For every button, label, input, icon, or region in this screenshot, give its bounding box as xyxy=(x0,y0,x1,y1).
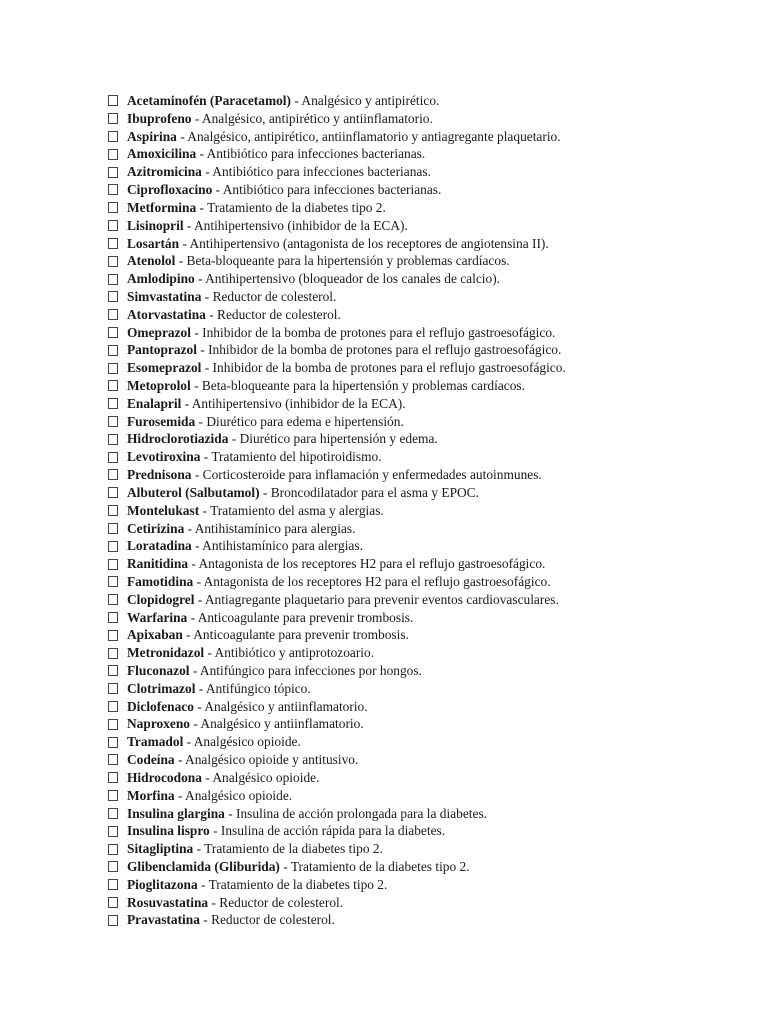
separator: - xyxy=(208,894,220,910)
list-item-text xyxy=(127,858,470,876)
separator: - xyxy=(176,128,188,144)
separator: - xyxy=(191,467,203,483)
drug-name: Amlodipino xyxy=(127,271,195,287)
drug-description: Diurético para edema e hipertensión. xyxy=(206,413,404,429)
checkbox-bullet-icon xyxy=(108,416,118,427)
separator: - xyxy=(184,520,195,536)
list-item-text xyxy=(127,751,358,769)
drug-name: Sitagliptina xyxy=(127,841,194,857)
list-item xyxy=(108,341,566,359)
list-item xyxy=(108,288,566,306)
list-item-text xyxy=(127,769,319,787)
list-item-text xyxy=(127,252,510,270)
drug-name: Aspirina xyxy=(127,128,177,144)
drug-description: Insulina de acción prolongada para la diabetes. xyxy=(236,805,488,821)
checkbox-bullet-icon xyxy=(108,487,118,498)
drug-description: Antibiótico y antiprotozoario. xyxy=(214,645,375,661)
list-item-text xyxy=(127,377,525,395)
drug-name: Prednisona xyxy=(127,467,192,483)
drug-description: Broncodilatador para el asma y EPOC. xyxy=(270,484,479,500)
drug-description: Diurético para hipertensión y edema. xyxy=(239,431,438,447)
separator: - xyxy=(183,734,194,750)
list-item-text xyxy=(127,288,336,306)
drug-description: Inhibidor de la bomba de protones para el reflujo gastroesofágico. xyxy=(202,324,556,340)
drug-description: Analgésico, antipirético y antiinflamatorio. xyxy=(201,110,433,126)
checkbox-bullet-icon xyxy=(108,915,118,926)
list-item xyxy=(108,537,566,555)
list-item-text xyxy=(127,110,433,128)
separator: - xyxy=(193,573,204,589)
drug-name: Ibuprofeno xyxy=(127,110,192,126)
separator: - xyxy=(196,342,209,358)
list-item-text xyxy=(127,555,545,573)
separator: - xyxy=(201,360,213,376)
list-item-text xyxy=(127,341,561,359)
drug-description: Tratamiento de la diabetes tipo 2. xyxy=(204,841,383,857)
drug-name: Losartán xyxy=(127,235,180,251)
checkbox-bullet-icon xyxy=(108,309,118,320)
drug-description: Reductor de colesterol. xyxy=(212,288,337,304)
drug-description: Analgésico opioide. xyxy=(212,769,320,785)
drug-description: Analgésico y antiinflamatorio. xyxy=(204,698,368,714)
checkbox-bullet-icon xyxy=(108,719,118,730)
drug-description: Tratamiento del hipotiroidismo. xyxy=(211,449,382,465)
drug-name: Pantoprazol xyxy=(127,342,197,358)
medication-list xyxy=(108,92,566,929)
drug-name: Omeprazol xyxy=(127,324,191,340)
checkbox-bullet-icon xyxy=(108,826,118,837)
separator: - xyxy=(279,858,291,874)
drug-name: Tramadol xyxy=(127,734,184,750)
drug-description: Reductor de colesterol. xyxy=(219,894,344,910)
list-item xyxy=(108,911,566,929)
separator: - xyxy=(188,556,199,572)
drug-description: Tratamiento de la diabetes tipo 2. xyxy=(290,858,470,874)
separator: - xyxy=(201,288,213,304)
drug-name: Acetaminofén (Paracetamol) xyxy=(127,93,291,108)
list-item-text xyxy=(127,92,439,110)
drug-description: Antiagregante plaquetario para prevenir eventos cardiovasculares. xyxy=(204,591,559,607)
checkbox-bullet-icon xyxy=(108,523,118,534)
separator: - xyxy=(197,876,209,892)
checkbox-bullet-icon xyxy=(108,398,118,409)
drug-name: Glibenclamida (Gliburida) xyxy=(127,858,280,874)
separator: - xyxy=(199,912,212,928)
drug-name: Lisinopril xyxy=(127,217,184,233)
list-item-text xyxy=(127,484,479,502)
separator: - xyxy=(195,680,206,696)
checkbox-bullet-icon xyxy=(108,648,118,659)
list-item-text xyxy=(127,520,355,538)
checkbox-bullet-icon xyxy=(108,274,118,285)
list-item-text xyxy=(127,306,341,324)
drug-description: Antifúngico para infecciones por hongos. xyxy=(199,663,422,678)
drug-description: Antihipertensivo (inhibidor de la ECA). xyxy=(193,217,408,233)
list-item-text xyxy=(127,181,441,199)
drug-name: Azitromicina xyxy=(127,164,202,180)
drug-name: Warfarina xyxy=(127,609,188,625)
list-item-text xyxy=(127,573,551,591)
list-item-text xyxy=(127,876,387,894)
list-item-text xyxy=(127,395,406,413)
drug-name: Ciprofloxacino xyxy=(127,182,213,198)
list-item-text xyxy=(127,840,383,858)
separator: - xyxy=(201,164,213,180)
checkbox-bullet-icon xyxy=(108,363,118,374)
checkbox-bullet-icon xyxy=(108,256,118,267)
drug-description: Analgésico opioide y antitusivo. xyxy=(185,752,359,768)
drug-description: Insulina de acción rápida para la diabetes. xyxy=(220,823,446,839)
drug-name: Apixaban xyxy=(127,627,183,643)
checkbox-bullet-icon xyxy=(108,665,118,676)
drug-name: Metronidazol xyxy=(127,645,205,661)
drug-description: Antihipertensivo (inhibidor de la ECA). xyxy=(191,395,406,411)
drug-name: Rosuvastatina xyxy=(127,894,209,910)
checkbox-bullet-icon xyxy=(108,220,118,231)
checkbox-bullet-icon xyxy=(108,737,118,748)
checkbox-bullet-icon xyxy=(108,149,118,160)
list-item xyxy=(108,591,566,609)
drug-description: Tratamiento de la diabetes tipo 2. xyxy=(208,876,388,892)
drug-name: Diclofenaco xyxy=(127,698,194,714)
list-item xyxy=(108,395,566,413)
separator: - xyxy=(194,591,205,607)
checkbox-bullet-icon xyxy=(108,345,118,356)
drug-description: Analgésico y antiinflamatorio. xyxy=(200,716,364,732)
separator: - xyxy=(181,395,192,411)
checkbox-bullet-icon xyxy=(108,754,118,765)
checkbox-bullet-icon xyxy=(108,238,118,249)
list-item xyxy=(108,502,566,520)
separator: - xyxy=(205,306,218,322)
checkbox-bullet-icon xyxy=(108,452,118,463)
separator: - xyxy=(212,182,223,198)
checkbox-bullet-icon xyxy=(108,630,118,641)
drug-name: Albuterol (Salbutamol) xyxy=(127,484,260,500)
checkbox-bullet-icon xyxy=(108,879,118,890)
list-item-text xyxy=(127,626,409,644)
checkbox-bullet-icon xyxy=(108,167,118,178)
separator: - xyxy=(194,271,206,287)
drug-name: Loratadina xyxy=(127,538,192,554)
drug-description: Antifúngico tópico. xyxy=(205,680,311,696)
list-item-text xyxy=(127,591,559,609)
list-item-text xyxy=(127,698,368,716)
drug-description: Inhibidor de la bomba de protones para el reflujo gastroesofágico. xyxy=(212,360,566,376)
separator: - xyxy=(259,484,271,500)
list-item xyxy=(108,520,566,538)
drug-description: Antibiótico para infecciones bacterianas. xyxy=(206,146,426,162)
list-item xyxy=(108,235,566,253)
list-item-text xyxy=(127,413,404,431)
drug-name: Insulina glargina xyxy=(127,805,225,821)
list-item xyxy=(108,413,566,431)
list-item-text xyxy=(127,822,445,840)
drug-name: Pioglitazona xyxy=(127,876,198,892)
checkbox-bullet-icon xyxy=(108,790,118,801)
checkbox-bullet-icon xyxy=(108,202,118,213)
separator: - xyxy=(187,609,198,625)
checkbox-bullet-icon xyxy=(108,327,118,338)
list-item-text xyxy=(127,466,542,484)
drug-name: Esomeprazol xyxy=(127,360,202,376)
checkbox-bullet-icon xyxy=(108,772,118,783)
list-item xyxy=(108,448,566,466)
list-item xyxy=(108,217,566,235)
list-item-text xyxy=(127,502,384,520)
list-item xyxy=(108,894,566,912)
separator: - xyxy=(209,823,221,839)
list-item-text xyxy=(127,644,374,662)
list-item xyxy=(108,698,566,716)
drug-description: Tratamiento de la diabetes tipo 2. xyxy=(207,199,386,215)
list-item xyxy=(108,644,566,662)
list-item-text xyxy=(127,270,500,288)
separator: - xyxy=(200,449,212,465)
drug-description: Antagonista de los receptores H2 para el reflujo gastroesofágico. xyxy=(203,573,551,589)
drug-description: Antihipertensivo (antagonista de los receptores de angiotensina II). xyxy=(189,235,549,251)
list-item xyxy=(108,359,566,377)
list-item xyxy=(108,662,566,680)
drug-name: Fluconazol xyxy=(127,663,190,678)
checkbox-bullet-icon xyxy=(108,95,118,106)
drug-name: Metformina xyxy=(127,199,197,215)
separator: - xyxy=(193,698,205,714)
checkbox-bullet-icon xyxy=(108,612,118,623)
list-item xyxy=(108,876,566,894)
drug-name: Ranitidina xyxy=(127,556,189,572)
drug-description: Antihistamínico para alergias. xyxy=(202,538,363,554)
list-item-text xyxy=(127,609,413,627)
separator: - xyxy=(199,502,211,518)
list-item-text xyxy=(127,733,301,751)
checkbox-bullet-icon xyxy=(108,808,118,819)
checkbox-bullet-icon xyxy=(108,434,118,445)
list-item xyxy=(108,128,566,146)
list-item-text xyxy=(127,448,382,466)
drug-description: Antihipertensivo (bloqueador de los canales de calcio). xyxy=(205,271,501,287)
drug-name: Insulina lispro xyxy=(127,823,210,839)
separator: - xyxy=(174,787,186,803)
separator: - xyxy=(191,538,203,554)
drug-name: Famotidina xyxy=(127,573,194,589)
separator: - xyxy=(175,253,187,269)
drug-description: Analgésico opioide. xyxy=(193,734,301,750)
list-item xyxy=(108,626,566,644)
separator: - xyxy=(174,752,186,768)
list-item xyxy=(108,769,566,787)
separator: - xyxy=(204,645,215,661)
list-item-text xyxy=(127,145,425,163)
list-item xyxy=(108,252,566,270)
separator: - xyxy=(182,627,194,643)
drug-description: Anticoagulante para prevenir trombosis. xyxy=(193,627,409,643)
drug-description: Antibiótico para infecciones bacterianas. xyxy=(212,164,431,180)
list-item xyxy=(108,145,566,163)
list-item xyxy=(108,163,566,181)
list-item-text xyxy=(127,805,487,823)
drug-name: Clotrimazol xyxy=(127,680,196,696)
list-item xyxy=(108,822,566,840)
checkbox-bullet-icon xyxy=(108,683,118,694)
list-item xyxy=(108,573,566,591)
list-item xyxy=(108,92,566,110)
separator: - xyxy=(201,769,213,785)
separator: - xyxy=(193,841,205,857)
drug-name: Hidrocodona xyxy=(127,769,202,785)
checkbox-bullet-icon xyxy=(108,469,118,480)
list-item-text xyxy=(127,163,431,181)
list-item xyxy=(108,680,566,698)
separator: - xyxy=(190,716,201,732)
list-item xyxy=(108,110,566,128)
drug-name: Codeína xyxy=(127,752,175,768)
separator: - xyxy=(189,663,200,678)
drug-description: Anticoagulante para prevenir trombosis. xyxy=(197,609,414,625)
drug-name: Enalapril xyxy=(127,395,182,411)
separator: - xyxy=(196,199,208,215)
separator: - xyxy=(290,93,302,108)
checkbox-bullet-icon xyxy=(108,291,118,302)
drug-description: Analgésico, antipirético, antiinflamatorio y antiagregante plaquetario. xyxy=(187,128,561,144)
drug-name: Clopidogrel xyxy=(127,591,195,607)
list-item xyxy=(108,306,566,324)
list-item-text xyxy=(127,662,422,680)
separator: - xyxy=(190,324,203,340)
list-item xyxy=(108,181,566,199)
drug-name: Pravastatina xyxy=(127,912,200,928)
list-item xyxy=(108,840,566,858)
drug-name: Amoxicilina xyxy=(127,146,197,162)
separator: - xyxy=(183,217,194,233)
drug-description: Beta-bloqueante para la hipertensión y problemas cardíacos. xyxy=(186,253,510,269)
drug-description: Reductor de colesterol. xyxy=(217,306,341,322)
list-item-text xyxy=(127,911,335,929)
list-item-text xyxy=(127,680,311,698)
list-item xyxy=(108,858,566,876)
list-item xyxy=(108,199,566,217)
checkbox-bullet-icon xyxy=(108,844,118,855)
checkbox-bullet-icon xyxy=(108,861,118,872)
drug-description: Analgésico y antipirético. xyxy=(301,93,440,108)
list-item xyxy=(108,377,566,395)
list-item-text xyxy=(127,324,555,342)
separator: - xyxy=(228,431,240,447)
drug-name: Hidroclorotiazida xyxy=(127,431,229,447)
drug-name: Morfina xyxy=(127,787,175,803)
drug-name: Metoprolol xyxy=(127,378,191,393)
drug-name: Atenolol xyxy=(127,253,176,269)
checkbox-bullet-icon xyxy=(108,184,118,195)
drug-name: Montelukast xyxy=(127,502,200,518)
list-item xyxy=(108,751,566,769)
list-item xyxy=(108,805,566,823)
list-item xyxy=(108,787,566,805)
checkbox-bullet-icon xyxy=(108,131,118,142)
drug-description: Analgésico opioide. xyxy=(185,787,293,803)
list-item-text xyxy=(127,715,364,733)
drug-description: Inhibidor de la bomba de protones para el reflujo gastroesofágico. xyxy=(208,342,562,358)
checkbox-bullet-icon xyxy=(108,113,118,124)
list-item xyxy=(108,555,566,573)
list-item-text xyxy=(127,430,438,448)
drug-name: Naproxeno xyxy=(127,716,190,732)
drug-description: Antihistamínico para alergias. xyxy=(194,520,356,536)
checkbox-bullet-icon xyxy=(108,505,118,516)
separator: - xyxy=(190,378,202,393)
drug-name: Cetirizina xyxy=(127,520,185,536)
list-item-text xyxy=(127,235,549,253)
separator: - xyxy=(224,805,237,821)
checkbox-bullet-icon xyxy=(108,541,118,552)
checkbox-bullet-icon xyxy=(108,594,118,605)
drug-name: Simvastatina xyxy=(127,288,202,304)
checkbox-bullet-icon xyxy=(108,380,118,391)
list-item-text xyxy=(127,359,566,377)
separator: - xyxy=(195,413,207,429)
checkbox-bullet-icon xyxy=(108,897,118,908)
drug-description: Antagonista de los receptores H2 para el reflujo gastroesofágico. xyxy=(198,556,546,572)
list-item-text xyxy=(127,199,386,217)
drug-name: Levotiroxina xyxy=(127,449,201,465)
list-item-text xyxy=(127,128,561,146)
separator: - xyxy=(196,146,207,162)
list-item xyxy=(108,715,566,733)
checkbox-bullet-icon xyxy=(108,559,118,570)
separator: - xyxy=(179,235,190,251)
list-item xyxy=(108,609,566,627)
list-item xyxy=(108,733,566,751)
list-item xyxy=(108,430,566,448)
list-item xyxy=(108,484,566,502)
drug-name: Atorvastatina xyxy=(127,306,206,322)
list-item xyxy=(108,466,566,484)
list-item-text xyxy=(127,537,363,555)
list-item xyxy=(108,324,566,342)
drug-description: Antibiótico para infecciones bacterianas. xyxy=(222,182,442,198)
drug-description: Reductor de colesterol. xyxy=(211,912,335,928)
checkbox-bullet-icon xyxy=(108,576,118,587)
list-item xyxy=(108,270,566,288)
drug-description: Corticosteroide para inflamación y enfermedades autoinmunes. xyxy=(202,467,542,483)
drug-description: Beta-bloqueante para la hipertensión y problemas cardíacos. xyxy=(201,378,525,393)
list-item-text xyxy=(127,894,343,912)
drug-name: Furosemida xyxy=(127,413,196,429)
separator: - xyxy=(191,110,202,126)
drug-description: Tratamiento del asma y alergias. xyxy=(210,502,384,518)
list-item-text xyxy=(127,217,408,235)
checkbox-bullet-icon xyxy=(108,701,118,712)
list-item-text xyxy=(127,787,292,805)
